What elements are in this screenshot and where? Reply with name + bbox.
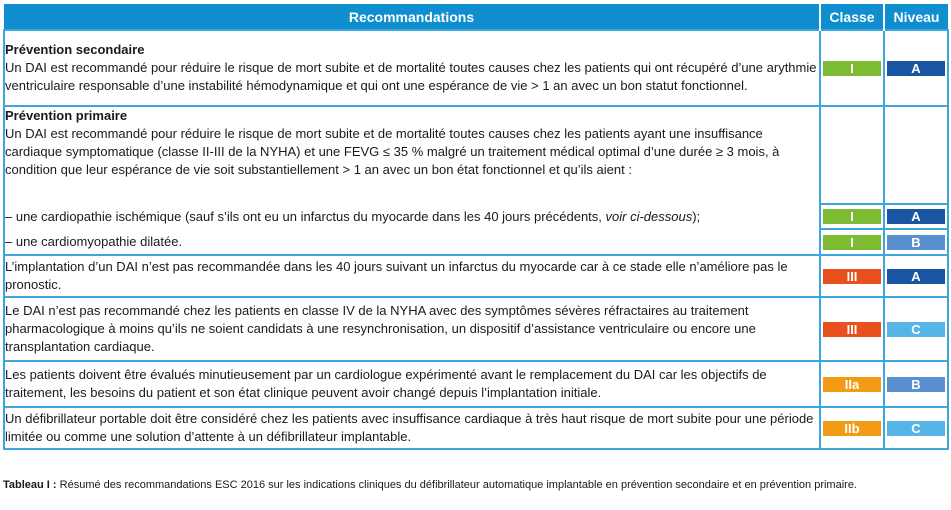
recommendations-table bbox=[3, 4, 949, 450]
row-nyha-iv-classe-cell bbox=[820, 297, 884, 361]
row-wearable-text: Un défibrillateur portable doit être considéré chez les patients avec insuffisance cardiaque à très haut risque de mort subite pour une période limitée ou comme une solution d’attente à un défibrillateur implantable. bbox=[5, 411, 814, 444]
row-post-mi-text: L’implantation d’un DAI n’est pas recommandée dans les 40 jours suivant un infarctus du myocarde car à ce stade elle n’améliore pas le pronostic. bbox=[5, 259, 788, 292]
row-post-mi-classe-cell bbox=[820, 255, 884, 297]
row-nyha-iv-text-cell bbox=[4, 297, 820, 361]
niveau-badge: B bbox=[887, 377, 945, 392]
table-row bbox=[4, 30, 948, 106]
classe-badge: I bbox=[823, 235, 881, 250]
classe-badge: III bbox=[823, 322, 881, 337]
row-evaluation-text: Les patients doivent être évalués minutieusement par un cardiologue expérimenté avant le remplacement du DAI car les objectifs de traitement, les besoins du patient et son état clinique peuvent avoir changé depuis l’implantation initiale. bbox=[5, 367, 767, 400]
niveau-badge: B bbox=[887, 235, 945, 250]
row-wearable-text-cell bbox=[4, 407, 820, 449]
row-post-mi-niveau-cell bbox=[884, 255, 948, 297]
niveau-badge: A bbox=[887, 61, 945, 76]
header-classe: Classe bbox=[820, 4, 884, 30]
row-secondary-classe-cell bbox=[820, 30, 884, 106]
row-primary-sub2-cell bbox=[4, 229, 820, 255]
classe-badge: I bbox=[823, 61, 881, 76]
row-primary-text: Un DAI est recommandé pour réduire le risque de mort subite et de mortalité toutes causes chez les patients ayant une insuffisance cardiaque symptomatique (classe II-III de la NYHA) et une FEVG ≤ 35 % malgré un traitement médical optimal d’une durée ≥ 3 mois, à condition que leur espérance de vie soit substantiellement > 1 an avec un bon état fonctionnel et qu’ils aient : bbox=[5, 126, 780, 177]
caption-label: Tableau I : bbox=[3, 479, 57, 491]
row-primary-sub1-niveau-cell bbox=[884, 204, 948, 229]
row-primary-sub2-niveau-cell bbox=[884, 229, 948, 255]
row-primary-niveau-empty bbox=[884, 106, 948, 204]
row-post-mi-text-cell bbox=[4, 255, 820, 297]
row-secondary-text: Un DAI est recommandé pour réduire le risque de mort subite et de mortalité toutes causes chez les patients qui ont récupéré d’une arythmie ventriculaire responsable d’une instabilité hémodynamique et qui ont une espérance de vie > 1 an avec un bon statut fonctionnel. bbox=[5, 60, 817, 93]
row-primary-sub1-text: – une cardiopathie ischémique (sauf s’ils ont eu un infarctus du myocarde dans les 40 jours précédents, bbox=[5, 209, 606, 224]
row-secondary-niveau-cell bbox=[884, 30, 948, 106]
row-primary-sub2-classe-cell bbox=[820, 229, 884, 255]
header-recommendations: Recommandations bbox=[4, 4, 820, 30]
row-evaluation-classe-cell bbox=[820, 361, 884, 407]
table-row bbox=[4, 407, 948, 449]
table-row bbox=[4, 229, 948, 255]
row-primary-sub2-text: – une cardiomyopathie dilatée. bbox=[5, 234, 183, 249]
header-niveau: Niveau bbox=[884, 4, 948, 30]
row-primary-classe-empty bbox=[820, 106, 884, 204]
table-row bbox=[4, 106, 948, 204]
row-evaluation-text-cell bbox=[4, 361, 820, 407]
table-row bbox=[4, 361, 948, 407]
row-primary-sub1-cell bbox=[4, 204, 820, 229]
niveau-badge: C bbox=[887, 421, 945, 436]
table-header-row bbox=[4, 4, 948, 30]
row-primary-sub1-italic: voir ci-dessous bbox=[605, 209, 693, 224]
row-wearable-niveau-cell bbox=[884, 407, 948, 449]
row-primary-sub1-end: ); bbox=[692, 209, 701, 224]
table-row bbox=[4, 255, 948, 297]
table-caption bbox=[3, 478, 947, 493]
caption-text: Résumé des recommandations ESC 2016 sur les indications cliniques du défibrillateur automatique implantable en prévention secondaire et en prévention primaire. bbox=[56, 479, 857, 491]
table-row bbox=[4, 204, 948, 229]
table-row bbox=[4, 297, 948, 361]
niveau-badge: A bbox=[887, 269, 945, 284]
row-wearable-classe-cell bbox=[820, 407, 884, 449]
classe-badge: I bbox=[823, 209, 881, 224]
niveau-badge: C bbox=[887, 322, 945, 337]
row-primary-text-cell bbox=[4, 106, 820, 204]
niveau-badge: A bbox=[887, 209, 945, 224]
classe-badge: IIa bbox=[823, 377, 881, 392]
row-nyha-iv-niveau-cell bbox=[884, 297, 948, 361]
row-secondary-title: Prévention secondaire bbox=[5, 42, 145, 57]
classe-badge: IIb bbox=[823, 421, 881, 436]
row-evaluation-niveau-cell bbox=[884, 361, 948, 407]
row-primary-sub1-classe-cell bbox=[820, 204, 884, 229]
row-secondary-text-cell bbox=[4, 30, 820, 106]
classe-badge: III bbox=[823, 269, 881, 284]
row-primary-title: Prévention primaire bbox=[5, 108, 128, 123]
row-nyha-iv-text: Le DAI n’est pas recommandé chez les patients en classe IV de la NYHA avec des symptômes sévères réfractaires au traitement pharmacologique à moins qu’ils ne soient candidats à une resynchronisation, un dispositif d’assistance ventriculaire ou encore une transplantation cardiaque. bbox=[5, 303, 756, 354]
